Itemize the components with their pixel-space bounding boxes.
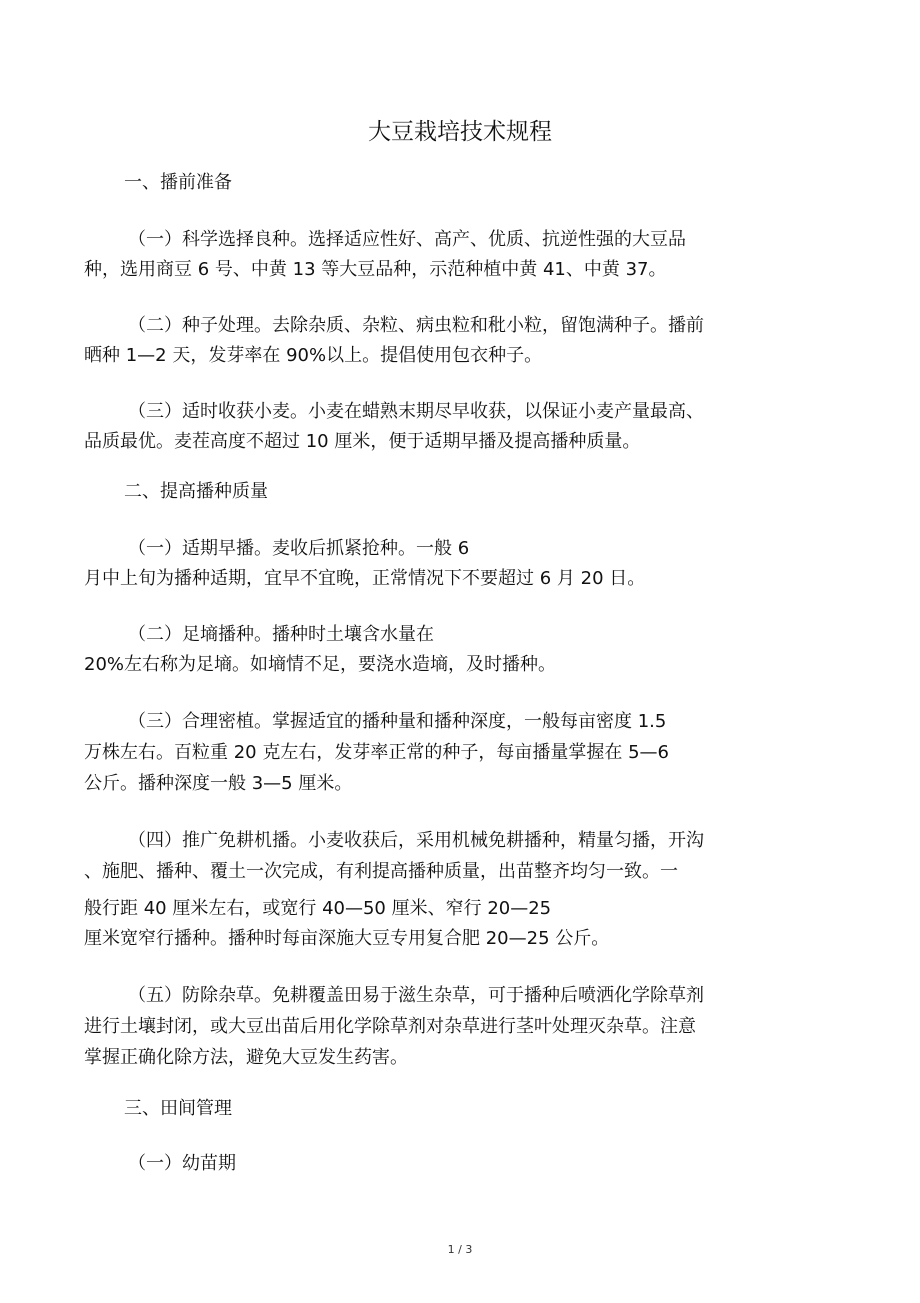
paragraph-line: （一）科学选择良种。选择适应性好、高产、优质、抗逆性强的大豆品: [128, 229, 686, 250]
page-number: 1 / 3: [447, 1243, 473, 1256]
subsection-heading: （一）幼苗期: [128, 1153, 236, 1174]
paragraph-line: （一）适期早播。麦收后抓紧抢种。一般 6: [128, 538, 470, 559]
paragraph-line: （二）足墒播种。播种时土壤含水量在: [128, 624, 434, 645]
paragraph-line: （三）合理密植。掌握适宜的播种量和播种深度，一般每亩密度 1.5: [128, 711, 667, 732]
paragraph-line: 品质最优。麦茬高度不超过 10 厘米，便于适期早播及提高播种质量。: [84, 431, 641, 452]
paragraph-line: 月中上旬为播种适期，宜早不宜晚，正常情况下不要超过 6 月 20 日。: [84, 568, 646, 589]
paragraph-line: （二）种子处理。去除杂质、杂粒、病虫粒和秕小粒，留饱满种子。播前: [128, 315, 704, 336]
section-heading-3: 三、田间管理: [124, 1098, 232, 1119]
paragraph-line: 般行距 40 厘米左右，或宽行 40—50 厘米、窄行 20—25: [84, 898, 552, 919]
paragraph-line: 掌握正确化除方法，避免大豆发生药害。: [84, 1047, 408, 1068]
paragraph-line: 万株左右。百粒重 20 克左右，发芽率正常的种子，每亩播量掌握在 5—6: [84, 742, 669, 763]
section-heading-2: 二、提高播种质量: [124, 481, 268, 502]
paragraph-line: 20%左右称为足墒。如墒情不足，要浇水造墒，及时播种。: [84, 654, 557, 675]
paragraph-line: 进行土壤封闭，或大豆出苗后用化学除草剂对杂草进行茎叶处理灭杂草。注意: [84, 1016, 696, 1037]
paragraph-line: 厘米宽窄行播种。播种时每亩深施大豆专用复合肥 20—25 公斤。: [84, 928, 610, 949]
paragraph-line: （四）推广免耕机播。小麦收获后，采用机械免耕播种，精量匀播，开沟: [128, 830, 704, 851]
paragraph-line: 种，选用商豆 6 号、中黄 13 等大豆品种，示范种植中黄 41、中黄 37。: [84, 259, 667, 280]
paragraph-line: 晒种 1—2 天，发芽率在 90%以上。提倡使用包衣种子。: [84, 345, 543, 366]
paragraph-line: （三）适时收获小麦。小麦在蜡熟末期尽早收获，以保证小麦产量最高、: [128, 401, 704, 422]
paragraph-line: （五）防除杂草。免耕覆盖田易于滋生杂草，可于播种后喷洒化学除草剂: [128, 985, 704, 1006]
paragraph-line: 公斤。播种深度一般 3—5 厘米。: [84, 773, 353, 794]
section-heading-1: 一、播前准备: [124, 172, 232, 193]
paragraph-line: 、施肥、播种、覆土一次完成，有利提高播种质量，出苗整齐均匀一致。一: [84, 861, 678, 882]
page-title: 大豆栽培技术规程: [368, 119, 552, 145]
